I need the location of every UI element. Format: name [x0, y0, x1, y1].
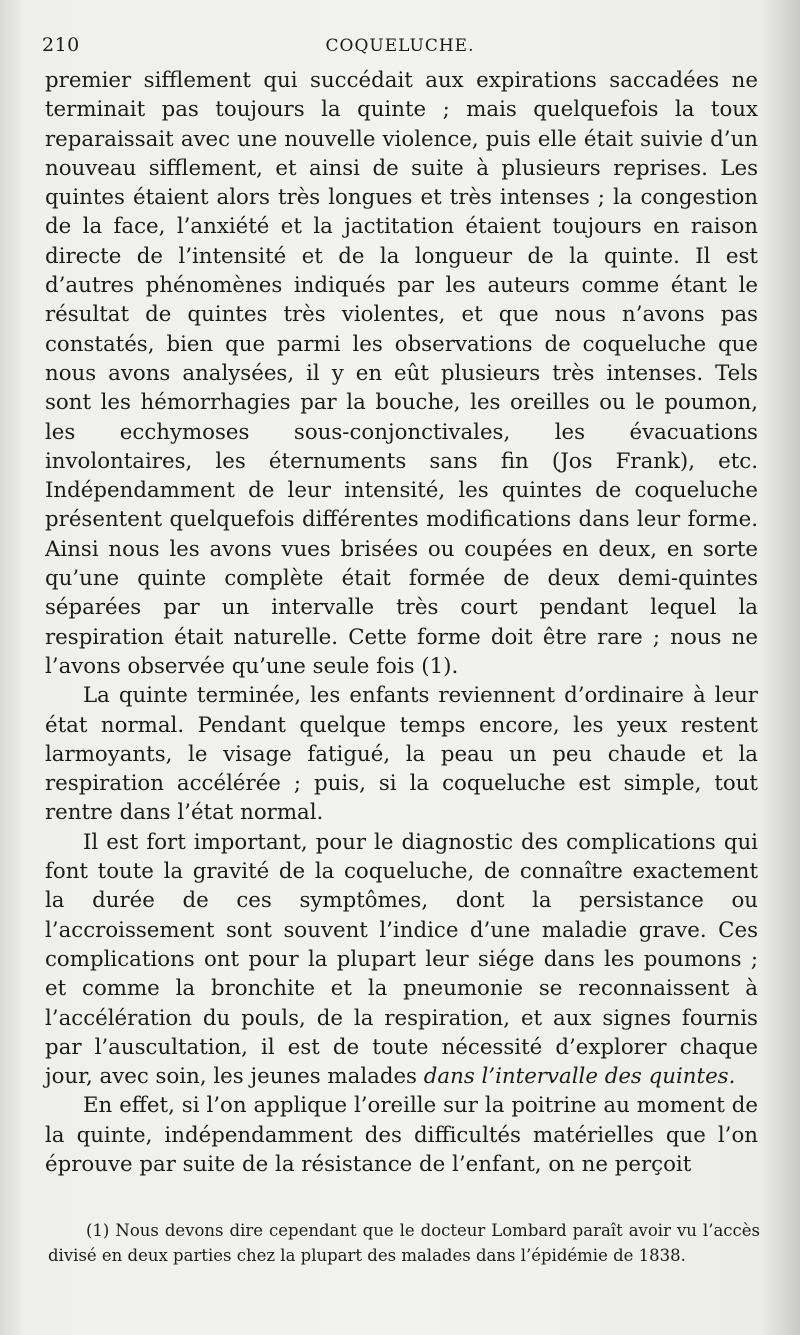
paragraph-3 — [45, 828, 758, 1092]
running-title: COQUELUCHE. — [325, 36, 475, 56]
page-number: 210 — [42, 34, 80, 56]
footnote-text: (1) Nous devons dire cependant que le docteur Lombard paraît avoir vu l’accès divisé en deux parties chez la plupart des malades dans l’épidémie de 1838. — [48, 1221, 760, 1265]
paragraph-1: premier sifflement qui succédait aux expirations saccadées ne terminait pas toujours la quinte ; mais quelquefois la toux reparaissait avec une nouvelle violence, puis elle était suivie d’un nouveau sifflement, et ainsi de suite à plusieurs reprises. Les quintes étaient alors très longues et très intenses ; la congestion de la face, l’anxiété et la jactitation étaient toujours en raison directe de l’intensité et de la longueur de la quinte. Il est d’autres phénomènes indiqués par les auteurs comme étant le résultat de quintes très violentes, et que nous n’avons pas constatés, bien que parmi les observations de coqueluche que nous avons analysées, il y en eût plusieurs très intenses. Tels sont les hémorrhagies par la bouche, les oreilles ou le poumon, les ecchymoses sous-conjonctivales, les évacuations involontaires, les éternuments sans fin (Jos Frank), etc. Indépendamment de leur intensité, les quintes de coqueluche présentent quelquefois différentes modifications dans leur forme. Ainsi nous les avons vues brisées ou coupées en deux, en sorte qu’une quinte complète était formée de deux demi-quintes séparées par un intervalle très court pendant lequel la respiration était naturelle. Cette forme doit être rare ; nous ne l’avons observée qu’une seule fois (1). — [45, 68, 758, 679]
running-head — [42, 34, 758, 62]
body-text — [45, 66, 758, 1179]
paragraph-2: La quinte terminée, les enfants reviennent d’ordinaire à leur état normal. Pendant quelque temps encore, les yeux restent larmoyants, le visage fatigué, la peau un peu chaude et la respiration accélérée ; puis, si la coqueluche est simple, tout rentre dans l’état normal. — [45, 683, 758, 826]
footnote — [48, 1218, 760, 1268]
paragraph-4: En effet, si l’on applique l’oreille sur la poitrine au moment de la quinte, indépendamment des difficultés matérielles que l’on éprouve par suite de la résistance de l’enfant, on ne perçoit — [45, 1093, 758, 1177]
paragraph-3-text: Il est fort important, pour le diagnostic des complications qui font toute la gravité de la coqueluche, de connaître exactement la durée de ces symptômes, dont la persistance ou l’accroissement sont souvent l’indice d’une maladie grave. Ces complications ont pour la plupart leur siége dans les poumons ; et comme la bronchite et la pneumonie se reconnaissent à l’accélération du pouls, de la respiration, et aux signes fournis par l’auscultation, il est de toute nécessité d’explorer chaque jour, avec soin, les jeunes malades — [45, 829, 758, 1090]
paragraph-3-italic: dans l’intervalle des quintes. — [423, 1064, 736, 1090]
